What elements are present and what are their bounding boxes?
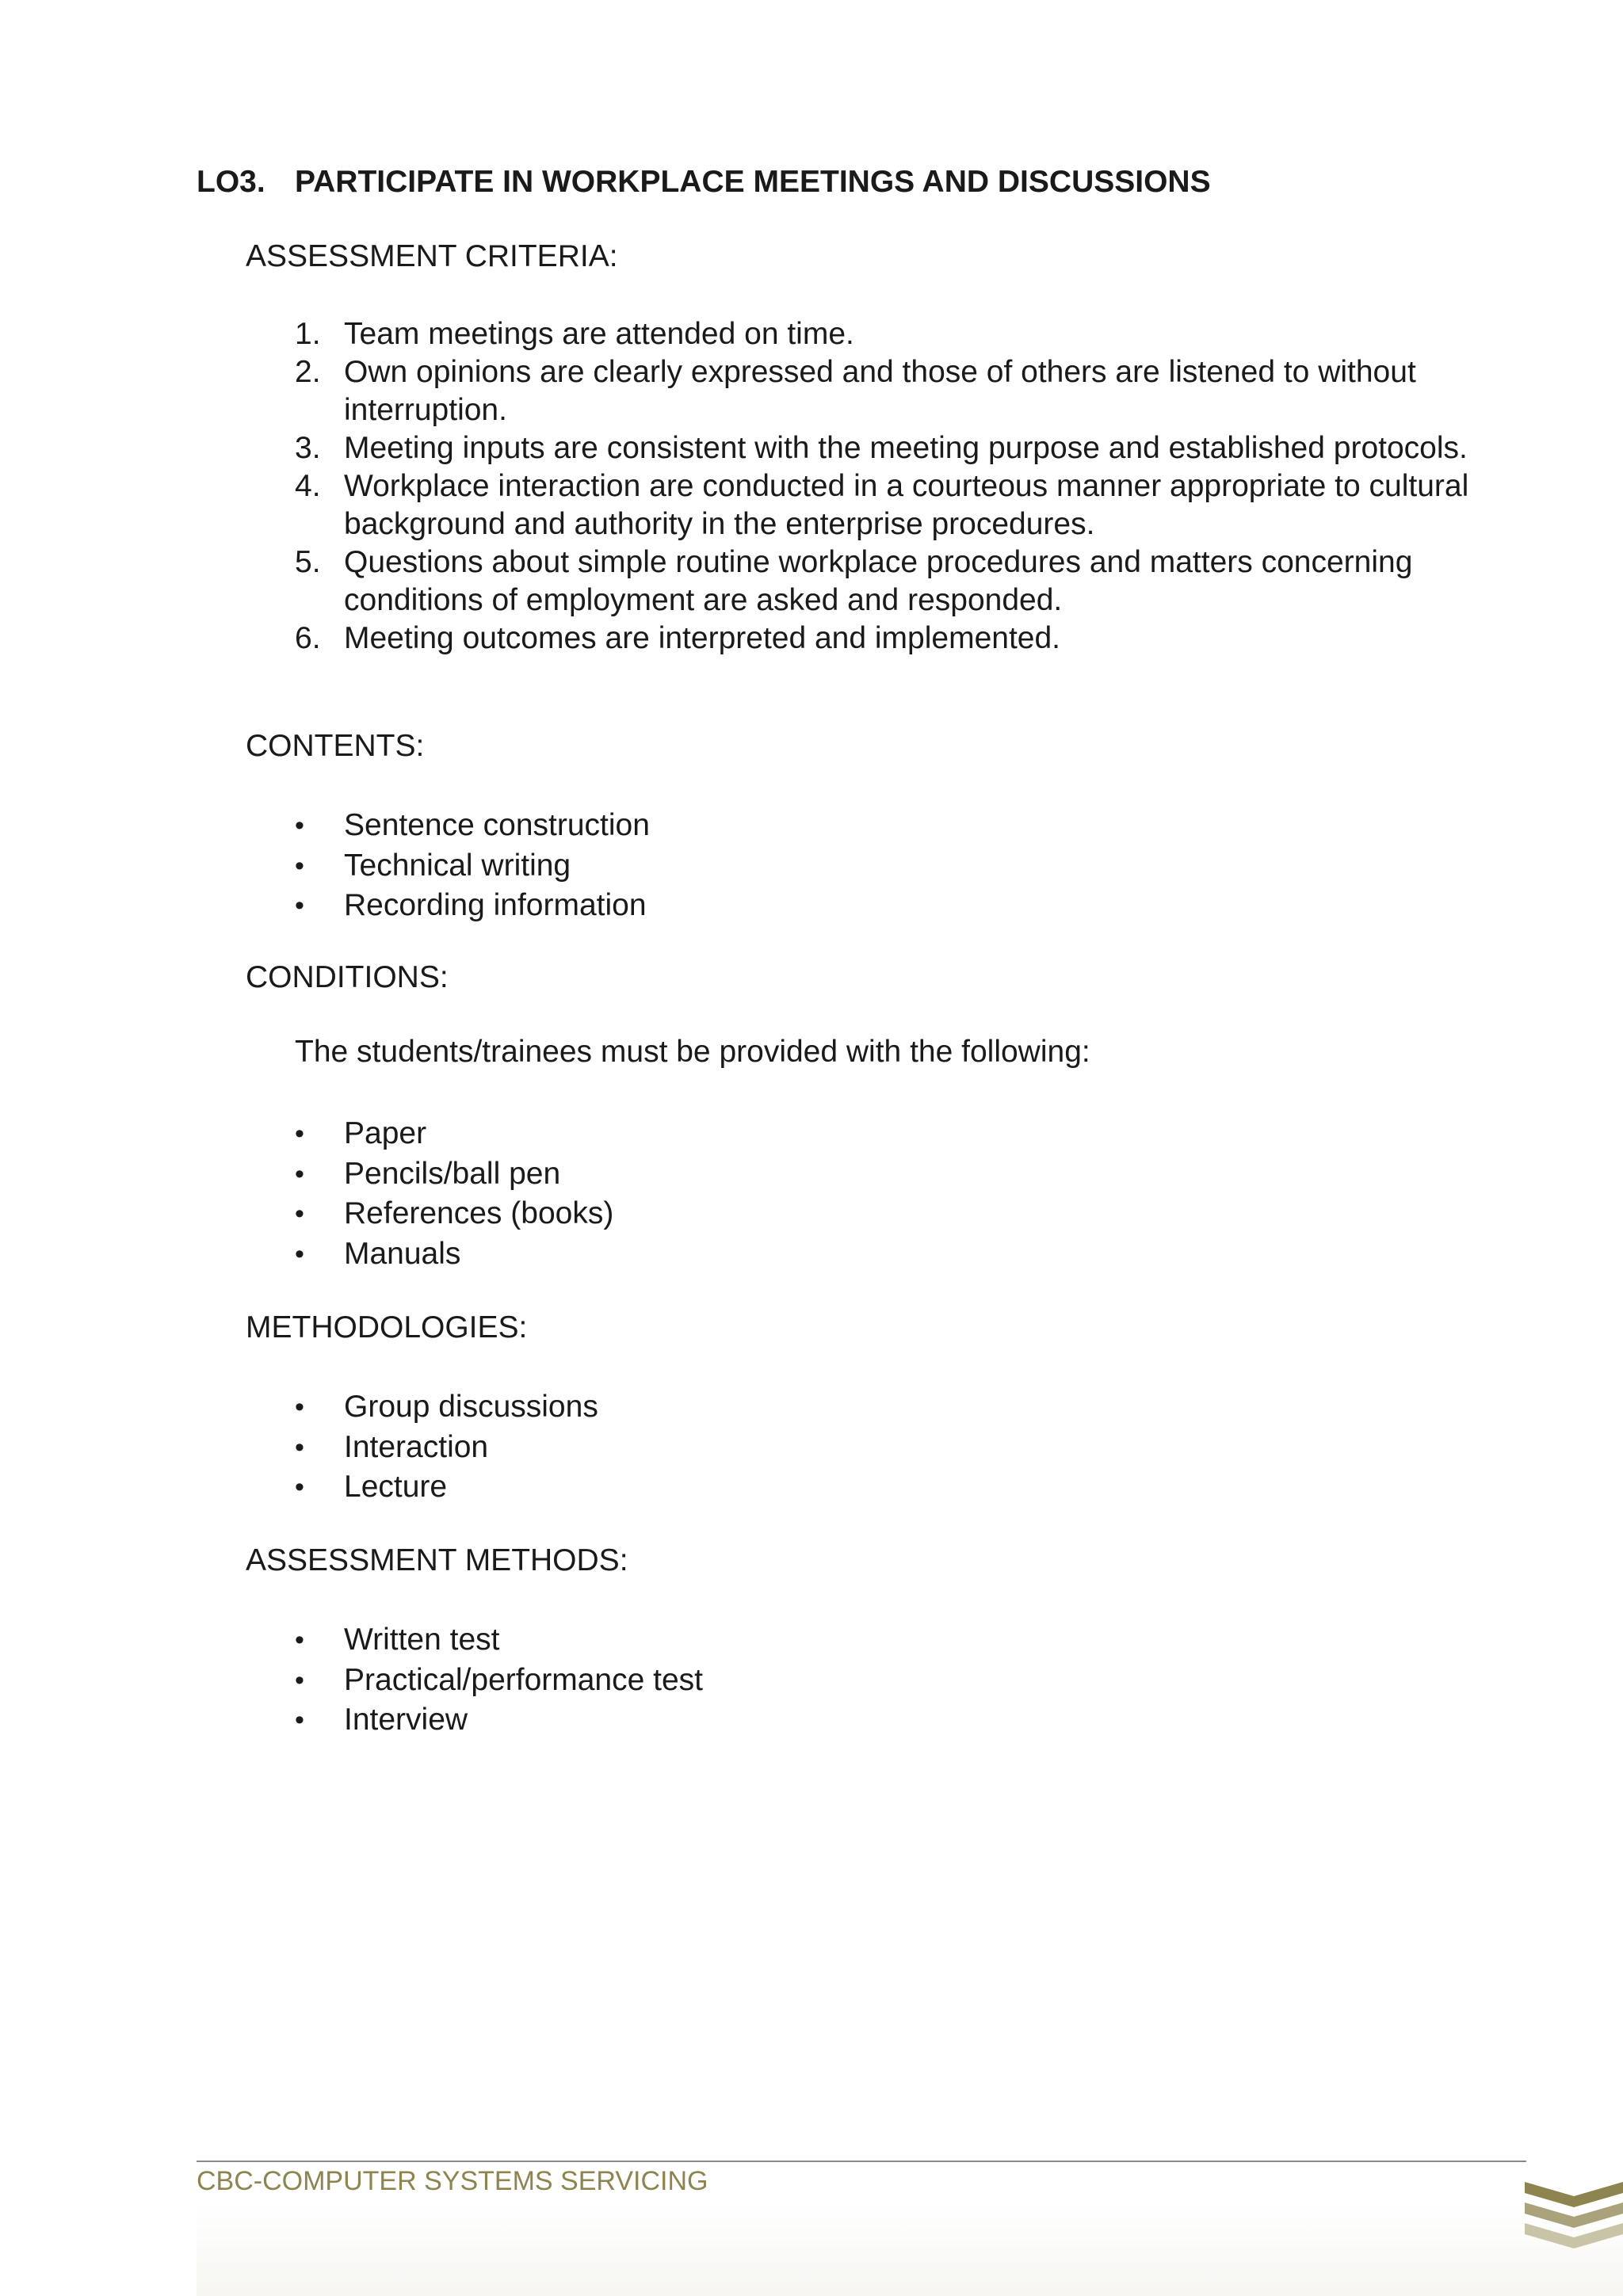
- bullet-icon: •: [295, 1199, 304, 1229]
- bullet-icon: •: [295, 1665, 304, 1695]
- item-text: Practical/performance test: [344, 1662, 704, 1697]
- list-item: [295, 429, 1499, 467]
- list-item: [295, 1194, 613, 1234]
- bullet-icon: •: [295, 1472, 304, 1502]
- bullet-icon: •: [295, 1392, 304, 1422]
- item-text: Questions about simple routine workplace procedures and matters concerning conditions of employment are asked and responded.: [344, 545, 1413, 617]
- assessment-criteria-label: ASSESSMENT CRITERIA:: [246, 239, 618, 273]
- item-number: 1.: [295, 317, 321, 351]
- list-item: [295, 1661, 703, 1701]
- learning-outcome-heading: [197, 165, 1211, 200]
- list-item: [295, 543, 1499, 620]
- list-item: [295, 846, 650, 887]
- list-item: [295, 1620, 703, 1661]
- list-item: [295, 1428, 598, 1468]
- learning-outcome-title: PARTICIPATE IN WORKPLACE MEETINGS AND DISCUSSIONS: [295, 165, 1211, 199]
- bullet-icon: •: [295, 1432, 304, 1463]
- bullet-icon: •: [295, 891, 304, 921]
- item-text: Sentence construction: [344, 808, 650, 842]
- assessment-methods-list: [295, 1620, 703, 1741]
- item-text: Meeting inputs are consistent with the meeting purpose and established protocols.: [344, 431, 1468, 465]
- learning-outcome-number: LO3.: [197, 165, 265, 199]
- item-text: Recording information: [344, 888, 647, 922]
- methodologies-list: [295, 1387, 598, 1508]
- list-item: [295, 1114, 613, 1154]
- bullet-icon: •: [295, 810, 304, 841]
- footer-divider: [197, 2161, 1526, 2162]
- list-item: [295, 886, 650, 926]
- methodologies-label: METHODOLOGIES:: [246, 1310, 528, 1344]
- item-text: Paper: [344, 1116, 427, 1150]
- list-item: [295, 1387, 598, 1428]
- list-item: [295, 620, 1499, 658]
- bullet-icon: •: [295, 1158, 304, 1189]
- contents-list: [295, 806, 650, 926]
- list-item: [295, 1234, 613, 1275]
- chevron-stack-icon: [1525, 2182, 1623, 2256]
- bullet-icon: •: [295, 1705, 304, 1735]
- item-number: 5.: [295, 545, 321, 579]
- conditions-list: [295, 1114, 613, 1274]
- list-item: [295, 1154, 613, 1195]
- conditions-label: CONDITIONS:: [246, 960, 449, 994]
- bullet-icon: •: [295, 1119, 304, 1149]
- list-item: [295, 1467, 598, 1508]
- bullet-icon: •: [295, 850, 304, 881]
- item-text: Workplace interaction are conducted in a courteous manner appropriate to cultural background and authority in the enterprise procedures.: [344, 469, 1469, 541]
- item-text: Own opinions are clearly expressed and those of others are listened to without interruption.: [344, 355, 1416, 427]
- item-text: Interview: [344, 1703, 468, 1737]
- list-item: [295, 315, 1499, 353]
- item-text: Meeting outcomes are interpreted and implemented.: [344, 621, 1061, 655]
- list-item: [295, 1700, 703, 1741]
- item-number: 6.: [295, 621, 321, 655]
- assessment-criteria-list: [295, 315, 1499, 658]
- item-number: 4.: [295, 469, 321, 503]
- footer-course-title: CBC-COMPUTER SYSTEMS SERVICING: [197, 2166, 708, 2196]
- item-text: Written test: [344, 1623, 500, 1657]
- bullet-icon: •: [295, 1238, 304, 1269]
- item-text: References (books): [344, 1196, 614, 1230]
- item-text: Interaction: [344, 1429, 489, 1464]
- conditions-intro: The students/trainees must be provided with the following:: [295, 1035, 1090, 1069]
- bullet-icon: •: [295, 1625, 304, 1655]
- list-item: [295, 467, 1499, 543]
- item-text: Pencils/ball pen: [344, 1156, 561, 1191]
- item-text: Technical writing: [344, 848, 571, 883]
- item-text: Lecture: [344, 1470, 448, 1504]
- list-item: [295, 806, 650, 846]
- assessment-methods-label: ASSESSMENT METHODS:: [246, 1543, 628, 1577]
- contents-label: CONTENTS:: [246, 729, 425, 763]
- item-number: 2.: [295, 355, 321, 389]
- footer-background: [197, 2203, 1623, 2296]
- item-text: Manuals: [344, 1236, 461, 1271]
- item-text: Group discussions: [344, 1390, 598, 1424]
- list-item: [295, 353, 1499, 429]
- item-number: 3.: [295, 431, 321, 465]
- item-text: Team meetings are attended on time.: [344, 317, 854, 351]
